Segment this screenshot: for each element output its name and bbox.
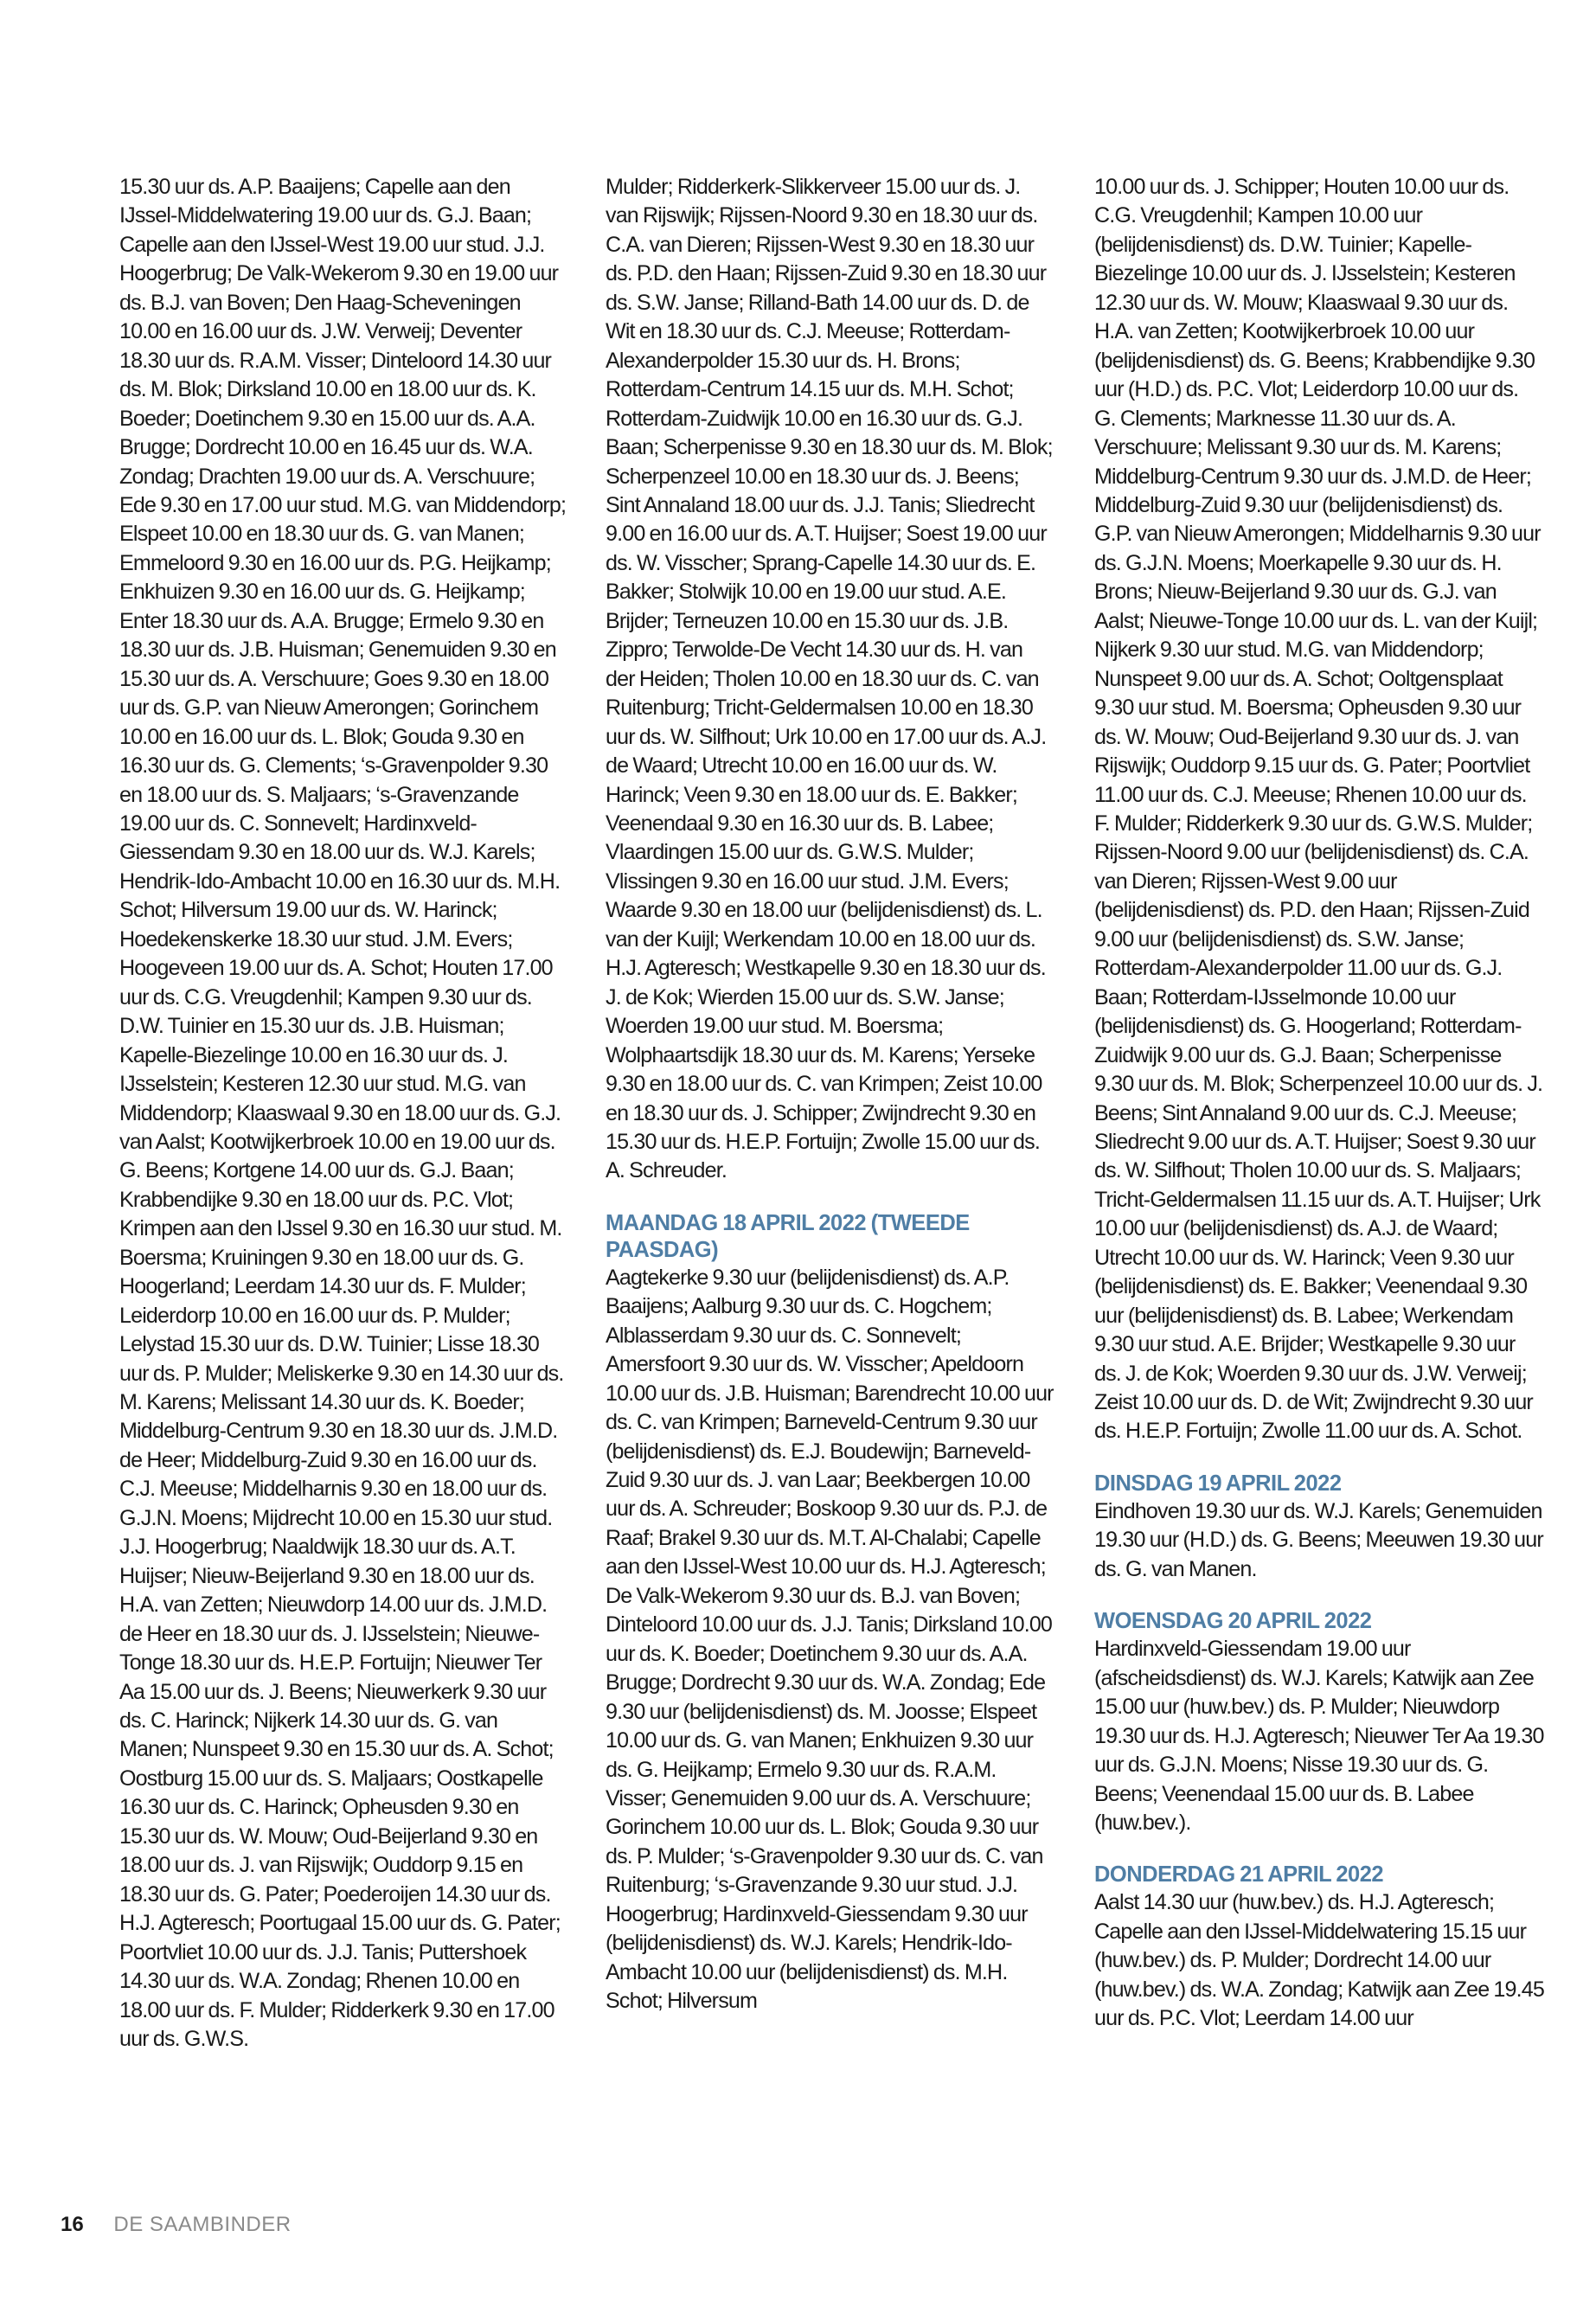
church-schedule-text: Eindhoven 19.30 uur ds. W.J. Karels; Genemuiden 19.30 uur (H.D.) ds. G. Beens; Meeuwen 19.30 uur ds. G. van Manen. — [1094, 1498, 1543, 1581]
church-schedule-text: 10.00 uur ds. J. Schipper; Houten 10.00 uur ds. C.G. Vreugdenhil; Kampen 10.00 uur (belijdenisdienst) ds. D.W. Tuinier; Kapelle-Biezelinge 10.00 uur ds. J. IJsselstein; Kesteren 12.30 uur ds. W. Mouw; Klaaswaal 9.30 uur ds. H.A. van Zetten; Kootwijkerbroek 10.00 uur (belijdenisdienst) ds. G. Beens; Krabbendijke 9.30 uur (H.D.) ds. P.C. Vlot; Leiderdorp 10.00 uur ds. G. Clements; Marknesse 11.30 uur ds. A. Verschuure; Melissant 9.30 uur ds. M. Karens; Middelburg-Centrum 9.30 uur ds. J.M.D. de Heer; Middelburg-Zuid 9.30 uur (belijdenisdienst) ds. G.P. van Nieuw Amerongen; Middelharnis 9.30 uur ds. G.J.N. Moens; Moerkapelle 9.30 uur ds. H. Brons; Nieuw-Beijerland 9.30 uur ds. G.J. van Aalst; Nieuwe-Tonge 10.00 uur ds. L. van der Kuijl; Nijkerk 9.30 uur stud. M.G. van Middendorp; Nunspeet 9.00 uur ds. A. Schot; Ooltgensplaat 9.30 uur stud. M. Boersma; Opheusden 9.30 uur ds. W. Mouw; Oud-Beijerland 9.30 uur ds. J. van Rijswijk; Ouddorp 9.15 uur ds. G. Pater; Poortvliet 11.00 uur ds. C.J. Meeuse; Rhenen 10.00 uur ds. F. Mulder; Ridderkerk 9.30 uur ds. G.W.S. Mulder; Rijssen-Noord 9.00 uur (belijdenisdienst) ds. C.A. van Dieren; Rijssen-West 9.00 uur (belijdenisdienst) ds. P.D. den Haan; Rijssen-Zuid 9.00 uur (belijdenisdienst) ds. S.W. Janse; Rotterdam-Alexanderpolder 11.00 uur ds. G.J. Baan; Rotterdam-IJsselmonde 10.00 uur (belijdenisdienst) ds. G. Hoogerland; Rotterdam-Zuidwijk 9.00 uur ds. G.J. Baan; Scherpenisse 9.30 uur ds. M. Blok; Scherpenzeel 10.00 uur ds. J. Beens; Sint Annaland 9.00 uur ds. C.J. Meeuse; Sliedrecht 9.00 uur ds. A.T. Huijser; Soest 9.30 uur ds. W. Silfhout; Tholen 10.00 uur ds. S. Maljaars; Tricht-Geldermalsen 11.15 uur ds. A.T. Huijser; Urk 10.00 uur (belijdenisdienst) ds. A.J. de Waard; Utrecht 10.00 uur ds. W. Harinck; Veen 9.30 uur (belijdenisdienst) ds. E. Bakker; Veenendaal 9.30 uur (belijdenisdienst) ds. B. Labee; Werkendam 9.30 uur stud. A.E. Brijder; Westkapelle 9.30 uur ds. J. de Kok; Woerden 9.30 uur ds. J.W. Verweij; Zeist 10.00 uur ds. D. de Wit; Zwijndrecht 9.30 uur ds. H.E.P. Fortuijn; Zwolle 11.00 uur ds. A. Schot. — [1094, 175, 1543, 1444]
church-schedule-text: Hardinxveld-Giessendam 19.00 uur (afscheidsdienst) ds. W.J. Karels; Katwijk aan Zee 15.00 uur (huw.bev.) ds. P. Mulder; Nieuwdorp 19.30 uur ds. H.J. Agteresch; Nieuwer Ter Aa 19.30 uur ds. G.J.N. Moens; Nisse 19.30 uur ds. G. Beens; Veenendaal 15.00 uur ds. B. Labee (huw.bev.). — [1094, 1637, 1544, 1836]
section-heading-dinsdag: DINSDAG 19 APRIL 2022 — [1094, 1471, 1342, 1496]
page-footer — [61, 2213, 292, 2237]
column-1 — [119, 173, 569, 2054]
page-number: 16 — [61, 2213, 84, 2236]
church-schedule-text: 15.30 uur ds. A.P. Baaijens; Capelle aan den IJssel-Middelwatering 19.00 uur ds. G.J. Baan; Capelle aan den IJssel-West 19.00 uur stud. J.J. Hoogerbrug; De Valk-Wekerom 9.30 en 19.00 uur ds. B.J. van Boven; Den Haag-Scheveningen 10.00 en 16.00 uur ds. J.W. Verweij; Deventer 18.30 uur ds. R.A.M. Visser; Dinteloord 14.30 uur ds. M. Blok; Dirksland 10.00 en 18.00 uur ds. K. Boeder; Doetinchem 9.30 en 15.00 uur ds. A.A. Brugge; Dordrecht 10.00 en 16.45 uur ds. W.A. Zondag; Drachten 19.00 uur ds. A. Verschuure; Ede 9.30 en 17.00 uur stud. M.G. van Middendorp; Elspeet 10.00 en 18.30 uur ds. G. van Manen; Emmeloord 9.30 en 16.00 uur ds. P.G. Heijkamp; Enkhuizen 9.30 en 16.00 uur ds. G. Heijkamp; Enter 18.30 uur ds. A.A. Brugge; Ermelo 9.30 en 18.30 uur ds. J.B. Huisman; Genemuiden 9.30 en 15.30 uur ds. A. Verschuure; Goes 9.30 en 18.00 uur ds. G.P. van Nieuw Amerongen; Gorinchem 10.00 en 16.00 uur ds. L. Blok; Gouda 9.30 en 16.30 uur ds. G. Clements; ‘s-Gravenpolder 9.30 en 18.00 uur ds. S. Maljaars; ‘s-Gravenzande 19.00 uur ds. C. Sonnevelt; Hardinxveld-Giessendam 9.30 en 18.00 uur ds. W.J. Karels; Hendrik-Ido-Ambacht 10.00 en 16.30 uur ds. M.H. Schot; Hilversum 19.00 uur ds. W. Harinck; Hoedekenskerke 18.30 uur stud. J.M. Evers; Hoogeveen 19.00 uur ds. A. Schot; Houten 17.00 uur ds. C.G. Vreugdenhil; Kampen 9.30 uur ds. D.W. Tuinier en 15.30 uur ds. J.B. Huisman; Kapelle-Biezelinge 10.00 en 16.30 uur ds. J. IJsselstein; Kesteren 12.30 uur stud. M.G. van Middendorp; Klaaswaal 9.30 en 18.00 uur ds. G.J. van Aalst; Kootwijkerbroek 10.00 en 19.00 uur ds. G. Beens; Kortgene 14.00 uur ds. G.J. Baan; Krabbendijke 9.30 en 18.00 uur ds. P.C. Vlot; Krimpen aan den IJssel 9.30 en 16.30 uur stud. M. Boersma; Kruiningen 9.30 en 18.00 uur ds. G. Hoogerland; Leerdam 14.30 uur ds. F. Mulder; Leiderdorp 10.00 en 16.00 uur ds. P. Mulder; Lelystad 15.30 uur ds. D.W. Tuinier; Lisse 18.30 uur ds. P. Mulder; Meliskerke 9.30 en 14.30 uur ds. M. Karens; Melissant 14.30 uur ds. K. Boeder; Middelburg-Centrum 9.30 en 18.30 uur ds. J.M.D. de Heer; Middelburg-Zuid 9.30 en 16.00 uur ds. C.J. Meeuse; Middelharnis 9.30 en 18.00 uur ds. G.J.N. Moens; Mijdrecht 10.00 en 15.30 uur stud. J.J. Hoogerbrug; Naaldwijk 18.30 uur ds. A.T. Huijser; Nieuw-Beijerland 9.30 en 18.00 uur ds. H.A. van Zetten; Nieuwdorp 14.00 uur ds. J.M.D. de Heer en 18.30 uur ds. J. IJsselstein; Nieuwe-Tonge 18.30 uur ds. H.E.P. Fortuijn; Nieuwer Ter Aa 15.00 uur ds. J. Beens; Nieuwerkerk 9.30 uur ds. C. Harinck; Nijkerk 14.30 uur ds. G. van Manen; Nunspeet 9.30 en 15.30 uur ds. A. Schot; Oostburg 15.00 uur ds. S. Maljaars; Oostkapelle 16.30 uur ds. C. Harinck; Opheusden 9.30 en 15.30 uur ds. W. Mouw; Oud-Beijerland 9.30 en 18.00 uur ds. J. van Rijswijk; Ouddorp 9.15 en 18.30 uur ds. G. Pater; Poederoijen 14.30 uur ds. H.J. Agteresch; Poortugaal 15.00 uur ds. G. Pater; Poortvliet 10.00 uur ds. J.J. Tanis; Puttershoek 14.30 uur ds. W.A. Zondag; Rhenen 10.00 en 18.00 uur ds. F. Mulder; Ridderkerk 9.30 en 17.00 uur ds. G.W.S. — [119, 175, 567, 2051]
section-heading-maandag: MAANDAG 18 APRIL 2022 (TWEEDE PAASDAG) — [606, 1210, 970, 1262]
column-2 — [606, 173, 1055, 2016]
section-heading-woensdag: WOENSDAG 20 APRIL 2022 — [1094, 1609, 1372, 1634]
magazine-name: DE SAAMBINDER — [113, 2213, 292, 2236]
church-schedule-text: Aalst 14.30 uur (huw.bev.) ds. H.J. Agteresch; Capelle aan den IJssel-Middelwatering 15.15 uur (huw.bev.) ds. P. Mulder; Dordrecht 14.00 uur (huw.bev.) ds. W.A. Zondag; Katwijk aan Zee 19.45 uur ds. P.C. Vlot; Leerdam 14.00 uur — [1094, 1890, 1544, 2031]
column-3 — [1094, 173, 1544, 2034]
section-heading-donderdag: DONDERDAG 21 APRIL 2022 — [1094, 1862, 1384, 1888]
church-schedule-text: Mulder; Ridderkerk-Slikkerveer 15.00 uur ds. J. van Rijswijk; Rijssen-Noord 9.30 en 18.30 uur ds. C.A. van Dieren; Rijssen-West 9.30 en 18.30 uur ds. P.D. den Haan; Rijssen-Zuid 9.30 en 18.30 uur ds. S.W. Janse; Rilland-Bath 14.00 uur ds. D. de Wit en 18.30 uur ds. C.J. Meeuse; Rotterdam-Alexanderpolder 15.30 uur ds. H. Brons; Rotterdam-Centrum 14.15 uur ds. M.H. Schot; Rotterdam-Zuidwijk 10.00 en 16.30 uur ds. G.J. Baan; Scherpenisse 9.30 en 18.30 uur ds. M. Blok; Scherpenzeel 10.00 en 18.30 uur ds. J. Beens; Sint Annaland 18.00 uur ds. J.J. Tanis; Sliedrecht 9.00 en 16.00 uur ds. A.T. Huijser; Soest 19.00 uur ds. W. Visscher; Sprang-Capelle 14.30 uur ds. E. Bakker; Stolwijk 10.00 en 19.00 uur stud. A.E. Brijder; Terneuzen 10.00 en 15.30 uur ds. J.B. Zippro; Terwolde-De Vecht 14.30 uur ds. H. van der Heiden; Tholen 10.00 en 18.30 uur ds. C. van Ruitenburg; Tricht-Geldermalsen 10.00 en 18.30 uur ds. W. Silfhout; Urk 10.00 en 17.00 uur ds. A.J. de Waard; Utrecht 10.00 en 16.00 uur ds. W. Harinck; Veen 9.30 en 18.00 uur ds. E. Bakker; Veenendaal 9.30 en 16.30 uur ds. B. Labee; Vlaardingen 15.00 uur ds. G.W.S. Mulder; Vlissingen 9.30 en 16.00 uur stud. J.M. Evers; Waarde 9.30 en 18.00 uur (belijdenisdienst) ds. L. van der Kuijl; Werkendam 10.00 en 18.00 uur ds. H.J. Agteresch; Westkapelle 9.30 en 18.30 uur ds. J. de Kok; Wierden 15.00 uur ds. S.W. Janse; Woerden 19.00 uur stud. M. Boersma; Wolphaartsdijk 18.30 uur ds. M. Karens; Yerseke 9.30 en 18.00 uur ds. C. van Krimpen; Zeist 10.00 en 18.30 uur ds. J. Schipper; Zwijndrecht 9.30 en 15.30 uur ds. H.E.P. Fortuijn; Zwolle 15.00 uur ds. A. Schreuder. — [606, 175, 1053, 1183]
church-schedule-text: Aagtekerke 9.30 uur (belijdenisdienst) ds. A.P. Baaijens; Aalburg 9.30 uur ds. C. Hogchem; Alblasserdam 9.30 uur ds. C. Sonnevelt; Amersfoort 9.30 uur ds. W. Visscher; Apeldoorn 10.00 uur ds. J.B. Huisman; Barendrecht 10.00 uur ds. C. van Krimpen; Barneveld-Centrum 9.30 uur (belijdenisdienst) ds. E.J. Boudewijn; Barneveld-Zuid 9.30 uur ds. J. van Laar; Beekbergen 10.00 uur ds. A. Schreuder; Boskoop 9.30 uur ds. P.J. de Raaf; Brakel 9.30 uur ds. M.T. Al-Chalabi; Capelle aan den IJssel-West 10.00 uur ds. H.J. Agteresch; De Valk-Wekerom 9.30 uur ds. B.J. van Boven; Dinteloord 10.00 uur ds. J.J. Tanis; Dirksland 10.00 uur ds. K. Boeder; Doetinchem 9.30 uur ds. A.A. Brugge; Dordrecht 9.30 uur ds. W.A. Zondag; Ede 9.30 uur (belijdenisdienst) ds. M. Joosse; Elspeet 10.00 uur ds. G. van Manen; Enkhuizen 9.30 uur ds. G. Heijkamp; Ermelo 9.30 uur ds. R.A.M. Visser; Genemuiden 9.00 uur ds. A. Verschuure; Gorinchem 10.00 uur ds. L. Blok; Gouda 9.30 uur ds. P. Mulder; ‘s-Gravenpolder 9.30 uur ds. C. van Ruitenburg; ‘s-Gravenzande 9.30 uur stud. J.J. Hoogerbrug; Hardinxveld-Giessendam 9.30 uur (belijdenisdienst) ds. W.J. Karels; Hendrik-Ido-Ambacht 10.00 uur (belijdenisdienst) ds. M.H. Schot; Hilversum — [606, 1265, 1054, 2014]
